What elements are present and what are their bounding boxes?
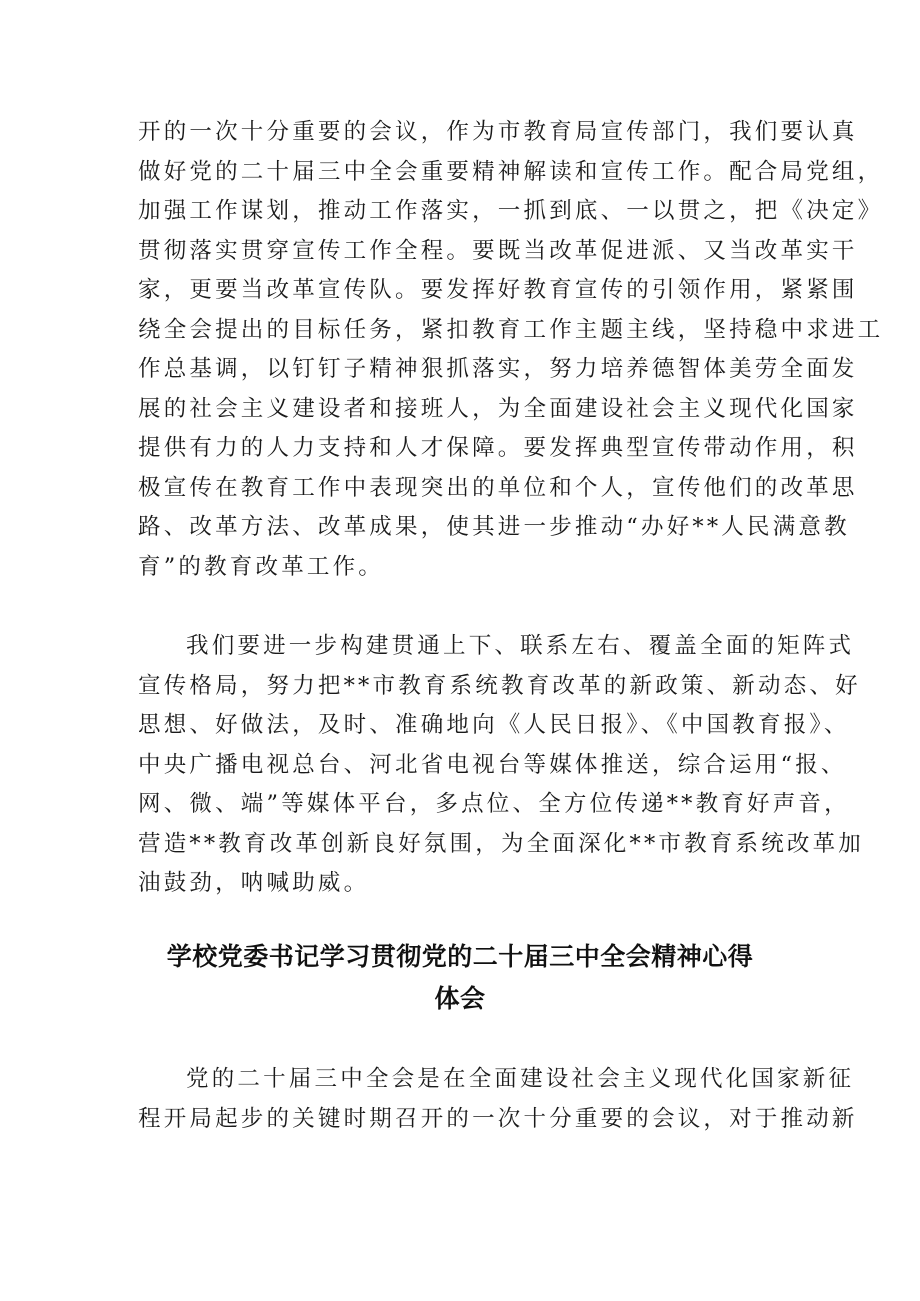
text-line: 极宣传在教育工作中表现突出的单位和个人，宣传他们的改革思 [138, 474, 858, 501]
text-line: 思想、好做法，及时、准确地向《人民日报》、《中国教育报》、 [138, 712, 850, 738]
section-heading [120, 936, 800, 1020]
text-line: 绕全会提出的目标任务，紧扣教育工作主题主线，坚持稳中求进工 [138, 316, 884, 343]
text-line: 网、微、端”等媒体平台，多点位、全方位传递**教育好声音， [138, 791, 850, 817]
heading-line: 学校党委书记学习贯彻党的二十届三中全会精神心得 [166, 942, 754, 971]
text-line: 提供有力的人力支持和人才保障。要发挥典型宣传带动作用，积 [138, 435, 858, 461]
text-line: 作总基调，以钉钉子精神狠抓落实，努力培养德智体美劳全面发 [138, 356, 858, 382]
text-line: 家，更要当改革宣传队。要发挥好教育宣传的引领作用，紧紧围 [138, 277, 858, 303]
body-paragraph [138, 627, 865, 904]
text-line: 营造**教育改革创新良好氛围，为全面深化**市教育系统改革加 [138, 830, 865, 857]
text-line: 程开局起步的关键时期召开的一次十分重要的会议，对于推动新 [138, 1105, 858, 1132]
body-paragraph [138, 113, 884, 587]
text-line: 我们要进一步构建贯通上下、联系左右、覆盖全面的矩阵式 [186, 633, 855, 659]
text-line: 开的一次十分重要的会议，作为市教育局宣传部门，我们要认真 [138, 119, 858, 145]
text-line: 中央广播电视总台、河北省电视台等媒体推送，综合运用“报、 [138, 751, 847, 778]
text-line: 育”的教育改革工作。 [138, 553, 385, 580]
heading-line: 体会 [434, 984, 486, 1013]
text-line: 油鼓劲，呐喊助威。 [138, 870, 370, 896]
text-line: 展的社会主义建设者和接班人，为全面建设社会主义现代化国家 [138, 395, 858, 422]
text-line: 党的二十届三中全会是在全面建设社会主义现代化国家新征 [186, 1066, 855, 1092]
body-paragraph [138, 1060, 858, 1139]
text-line: 路、改革方法、改革成果，使其进一步推动“办好**人民满意教 [138, 514, 850, 540]
text-line: 贯彻落实贯穿宣传工作全程。要既当改革促进派、又当改革实干 [138, 237, 858, 264]
text-line: 做好党的二十届三中全会重要精神解读和宣传工作。配合局党组， [138, 158, 884, 185]
text-line: 加强工作谋划，推动工作落实，一抓到底、一以贯之，把《决定》 [138, 198, 884, 224]
text-line: 宣传格局，努力把**市教育系统教育改革的新政策、新动态、好 [138, 672, 861, 699]
